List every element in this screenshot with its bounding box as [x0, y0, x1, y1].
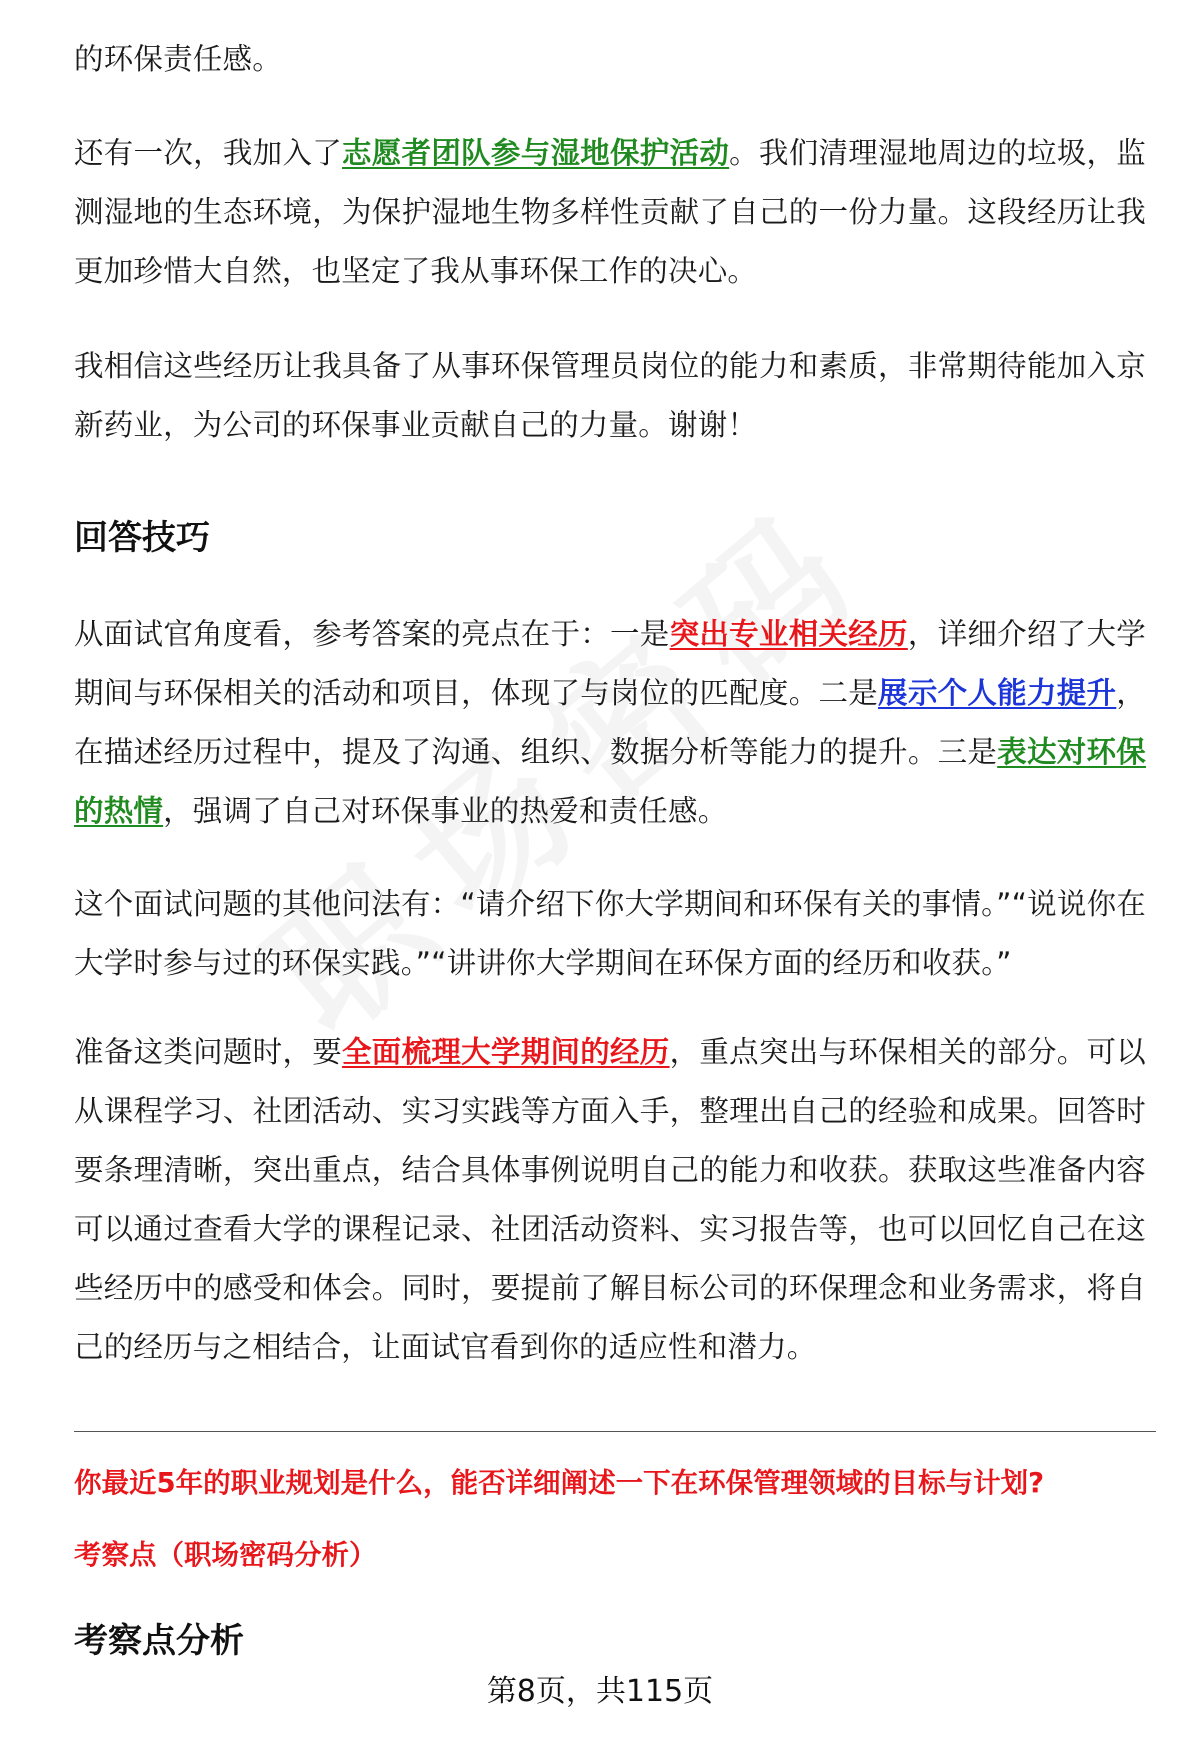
text-segment: 从面试官角度看，参考答案的亮点在于：一是 — [74, 617, 670, 651]
text-segment: ，详细介绍了大学期间与环保相关的活动和项目，体现了与岗位的匹配度。二是 — [74, 617, 1146, 710]
paragraph-closing: 我相信这些经历让我具备了从事环保管理员岗位的能力和素质，非常期待能加入京新药业，为公司的环保事业贡献自己的力量。谢谢！ — [74, 349, 1146, 442]
highlight-passion: 表达对环保的热情 — [74, 735, 1146, 828]
paragraph-preparation — [74, 1023, 1146, 1377]
highlight-review-experience: 全面梳理大学期间的经历 — [342, 1035, 670, 1069]
text-segment: 。我们清理湿地周边的垃圾，监测湿地的生态环境，为保护湿地生物多样性贡献了自己的一份力量。这段经历让我更加珍惜大自然，也坚定了我从事环保工作的决心。 — [74, 136, 1146, 288]
heading-exam-analysis: 考察点分析 — [74, 1621, 244, 1661]
paragraph-intro-end: 的环保责任感。 — [74, 42, 282, 76]
exam-point-label: 考察点（职场密码分析） — [74, 1539, 377, 1571]
heading-answer-tips: 回答技巧 — [74, 518, 210, 558]
paragraph-alt-questions: 这个面试问题的其他问法有：“请介绍下你大学期间和环保有关的事情。”“说说你在大学时参与过的环保实践。”“讲讲你大学期间在环保方面的经历和收获。” — [74, 887, 1146, 980]
highlight-wetland-activity: 志愿者团队参与湿地保护活动 — [342, 136, 730, 170]
section-divider — [74, 1431, 1156, 1432]
page-number: 第8页，共115页 — [486, 1674, 714, 1709]
next-question: 你最近5年的职业规划是什么，能否详细阐述一下在环保管理领域的目标与计划? — [74, 1467, 1045, 1499]
text-segment: 还有一次，我加入了 — [74, 136, 343, 170]
text-segment: ，在描述经历过程中，提及了沟通、组织、数据分析等能力的提升。三是 — [74, 676, 1146, 769]
text-segment: 准备这类问题时，要 — [74, 1035, 343, 1069]
text-segment: ，重点突出与环保相关的部分。可以从课程学习、社团活动、实习实践等方面入手，整理出自己的经验和成果。回答时要条理清晰，突出重点，结合具体事例说明自己的能力和收获。获取这些准备内容可以通过查看大学的课程记录、社团活动资料、实习报告等，也可以回忆自己在这些经历中的感受和体会。同时，要提前了解目标公司的环保理念和业务需求，将自己的经历与之相结合，让面试官看到你的适应性和潜力。 — [74, 1035, 1146, 1364]
highlight-professional-experience: 突出专业相关经历 — [669, 617, 908, 651]
paragraph-wetland — [74, 124, 1146, 301]
highlight-ability-growth: 展示个人能力提升 — [878, 676, 1117, 710]
text-segment: ，强调了自己对环保事业的热爱和责任感。 — [163, 794, 728, 828]
paragraph-interviewer-view — [74, 605, 1146, 841]
